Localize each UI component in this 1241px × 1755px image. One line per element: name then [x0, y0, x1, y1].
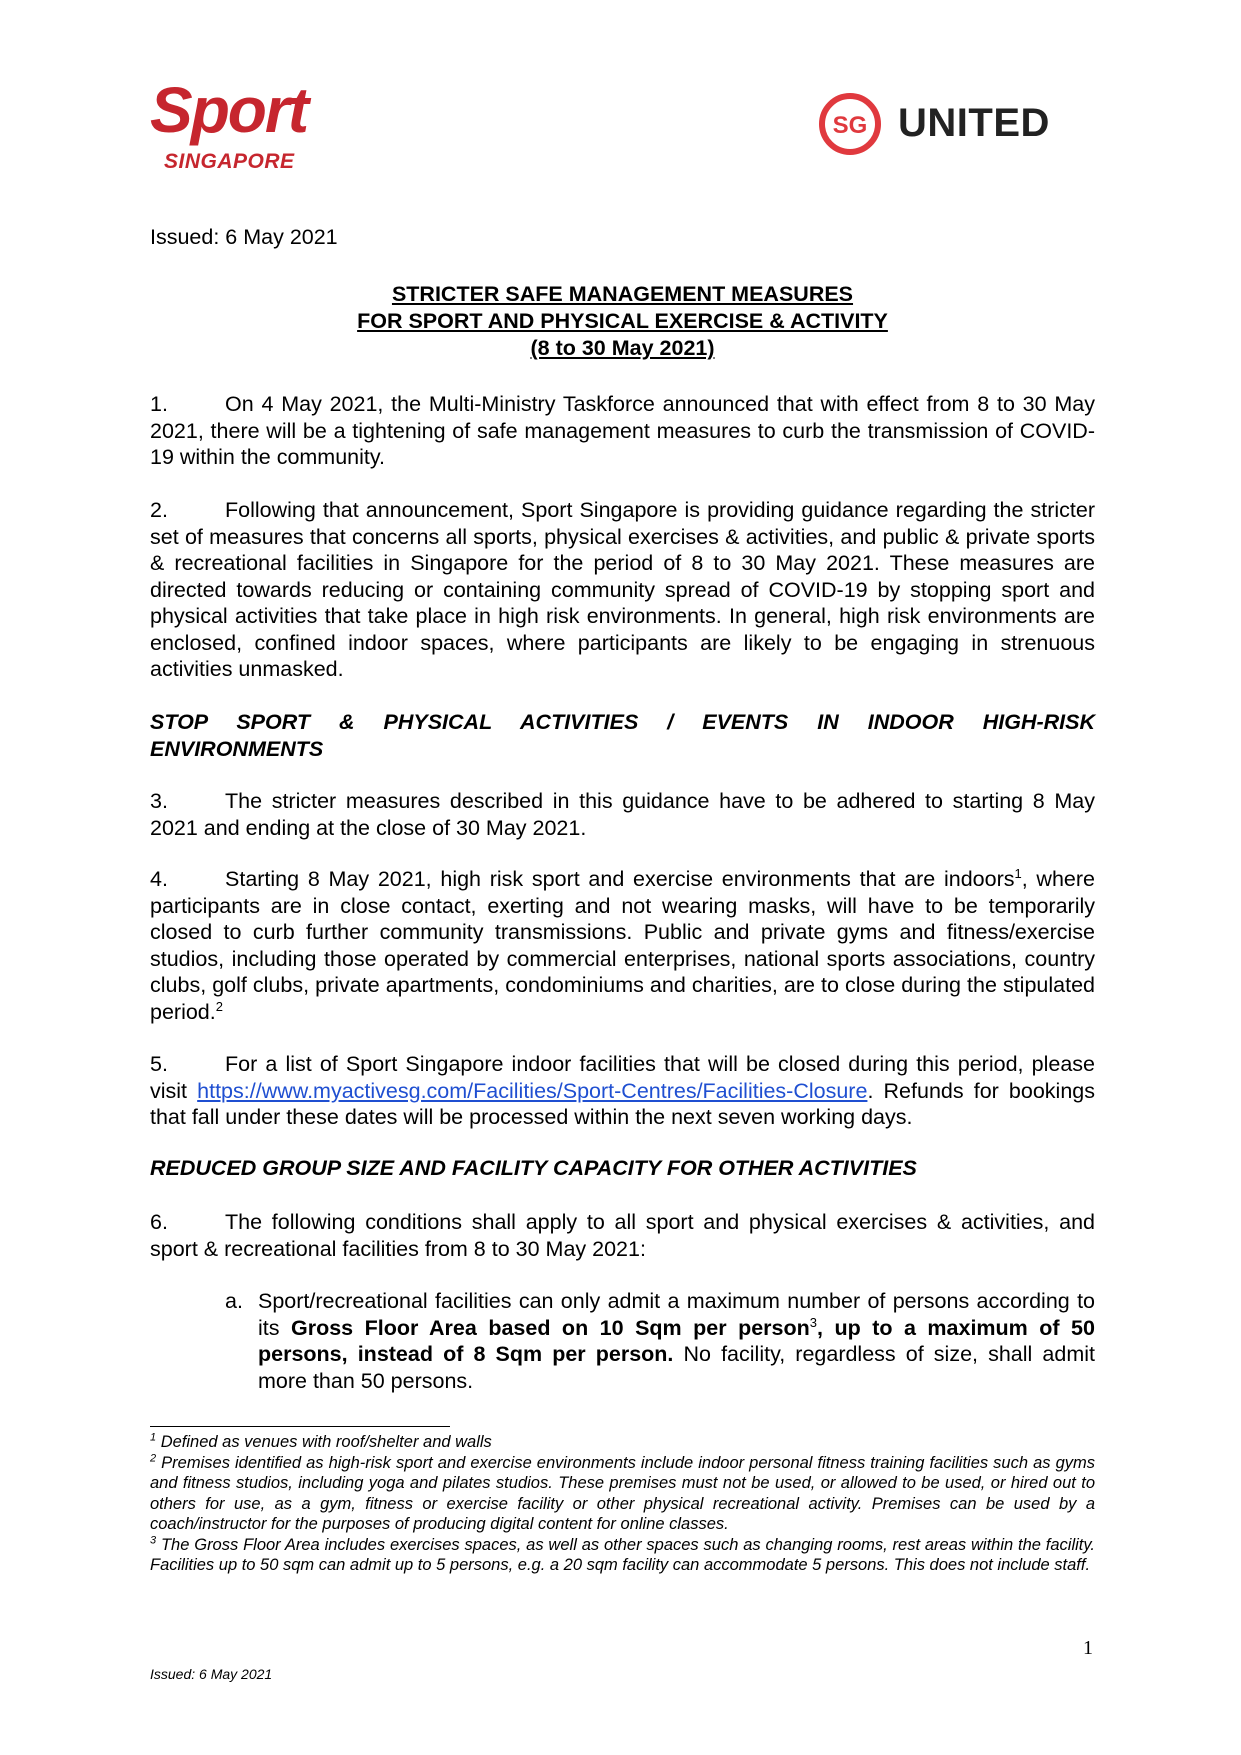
paragraph-4: [150, 866, 1095, 1025]
paragraph-6: [150, 1209, 1095, 1262]
paragraph-number: 5.: [150, 1052, 168, 1076]
footnote-number: 2: [150, 1452, 157, 1464]
paragraph-text: On 4 May 2021, the Multi-Ministry Taskforce announced that with effect from 8 to 30 May 2021, there will be a tightening of safe management measures to curb the transmission of COVID-19 within the community.: [150, 392, 1095, 469]
heading-line-1: STOP SPORT & PHYSICAL ACTIVITIES / EVENTS IN INDOOR HIGH-RISK: [150, 710, 1095, 734]
title-line-2: FOR SPORT AND PHYSICAL EXERCISE & ACTIVITY: [357, 309, 888, 333]
list-item-label: a.: [225, 1289, 243, 1313]
sg-united-logo: [818, 92, 1088, 168]
page-number: 1: [1083, 1637, 1093, 1659]
list-item-text: Sport/recreational facilities can only admit a maximum number of persons according to its: [258, 1289, 1095, 1340]
title-line-1: STRICTER SAFE MANAGEMENT MEASURES: [391, 282, 854, 306]
sg-ring-icon: [818, 92, 882, 156]
paragraph-text: Following that announcement, Sport Singapore is providing guidance regarding the stricter set of measures that concerns all sports, physical exercises & activities, and public & private sports & recreational facilities in Singapore for the period of 8 to 30 May 2021. These measures are directed towards reducing or containing community spread of COVID-19 by stopping sport and physical activities that take place in high risk environments. In general, high risk environments are enclosed, confined indoor spaces, where participants are likely to be engaging in strenuous activities unmasked.: [150, 498, 1095, 681]
paragraph-2: [150, 497, 1095, 683]
paragraph-number: 2.: [150, 498, 168, 522]
paragraph-5: [150, 1051, 1095, 1131]
list-item-bold: Gross Floor Area based on 10 Sqm per person: [290, 1315, 810, 1340]
list-item-bold-cont: , up to a maximum of 50 persons, instead of 8 Sqm per person.: [258, 1315, 1095, 1366]
footnote-text: The Gross Floor Area includes exercises spaces, as well as other spaces such as changing rooms, rest areas within the facility. Facilities up to 50 sqm can admit up to 5 persons, e.g. a 20 sqm facility can accommodate 5 persons. This does not include staff.: [150, 1535, 1095, 1574]
footnote-text: Defined as venues with roof/shelter and walls: [156, 1433, 492, 1451]
paragraph-number: 3.: [150, 789, 168, 813]
list-item-text-cont: No facility, regardless of size, shall admit more than 50 persons.: [258, 1342, 1095, 1393]
issued-date: Issued: 6 May 2021: [150, 225, 338, 249]
paragraph-3: [150, 788, 1095, 841]
paragraph-text-cont: , where participants are in close contact, exerting and not wearing masks, will have to be temporarily closed to curb further community transmissions. Public and private gyms and fitness/exercise studios, including those operated by commercial enterprises, national sports associations, country clubs, golf clubs, private apartments, condominiums and charities, are to close during the stipulated period.: [150, 867, 1095, 1024]
sport-singapore-logo: [150, 74, 350, 178]
paragraph-number: 4.: [150, 867, 168, 891]
paragraph-text: For a list of Sport Singapore indoor facilities that will be closed during this period, please visit: [150, 1052, 1095, 1103]
paragraph-1: [150, 391, 1095, 471]
footnote-number: 1: [150, 1431, 157, 1444]
sport-logo-word: Sport: [150, 74, 308, 146]
paragraph-number: 6.: [150, 1210, 168, 1234]
footer-issued-date: Issued: 6 May 2021: [150, 1666, 273, 1682]
section-heading-reduced: REDUCED GROUP SIZE AND FACILITY CAPACITY FOR OTHER ACTIVITIES: [150, 1156, 917, 1180]
title-line-3: (8 to 30 May 2021): [530, 336, 715, 360]
paragraph-number: 1.: [150, 392, 168, 416]
document-title: [150, 281, 1095, 362]
facilities-closure-link[interactable]: https://www.myactivesg.com/Facilities/Sport-Centres/Facilities-Closure: [197, 1078, 868, 1103]
footnote-ref-3: 3: [809, 1314, 818, 1330]
section-heading-stop: [150, 709, 1095, 762]
footnote-ref-1: 1: [1014, 865, 1022, 881]
footnote-ref-2: 2: [215, 998, 223, 1014]
footnote-text: Premises identified as high-risk sport and exercise environments include indoor personal fitness training facilities such as gyms and fitness studios, including yoga and pilates studios. These premises must not be used, or allowed to be used, or hired out to others for use, as a gym, fitness or exercise facility or other physical recreational activity. Premises can be used by a coach/instructor for the purposes of producing digital content for online classes.: [150, 1453, 1095, 1533]
heading-line-2: ENVIRONMENTS: [150, 736, 324, 761]
paragraph-text-cont: . Refunds for bookings that fall under these dates will be processed within the next seven working days.: [150, 1078, 1095, 1129]
footnote-1: [150, 1432, 1095, 1453]
paragraph-text: The following conditions shall apply to all sport and physical exercises & activities, and sport & recreational facilities from 8 to 30 May 2021:: [150, 1210, 1095, 1261]
sport-logo-subtitle: SINGAPORE: [164, 150, 295, 173]
footnote-number: 3: [150, 1534, 157, 1546]
svg-text:SG: SG: [832, 112, 868, 139]
paragraph-text: The stricter measures described in this guidance have to be adhered to starting 8 May 2021 and ending at the close of 30 May 2021.: [150, 789, 1095, 840]
footnote-3: [150, 1535, 1095, 1576]
sg-united-word: UNITED: [898, 101, 1050, 145]
list-item-a: [225, 1288, 1095, 1394]
footnote-divider: [150, 1426, 450, 1427]
footnote-2: [150, 1453, 1095, 1535]
footnotes: [150, 1432, 1095, 1576]
paragraph-text: Starting 8 May 2021, high risk sport and exercise environments that are indoors: [225, 867, 1015, 891]
